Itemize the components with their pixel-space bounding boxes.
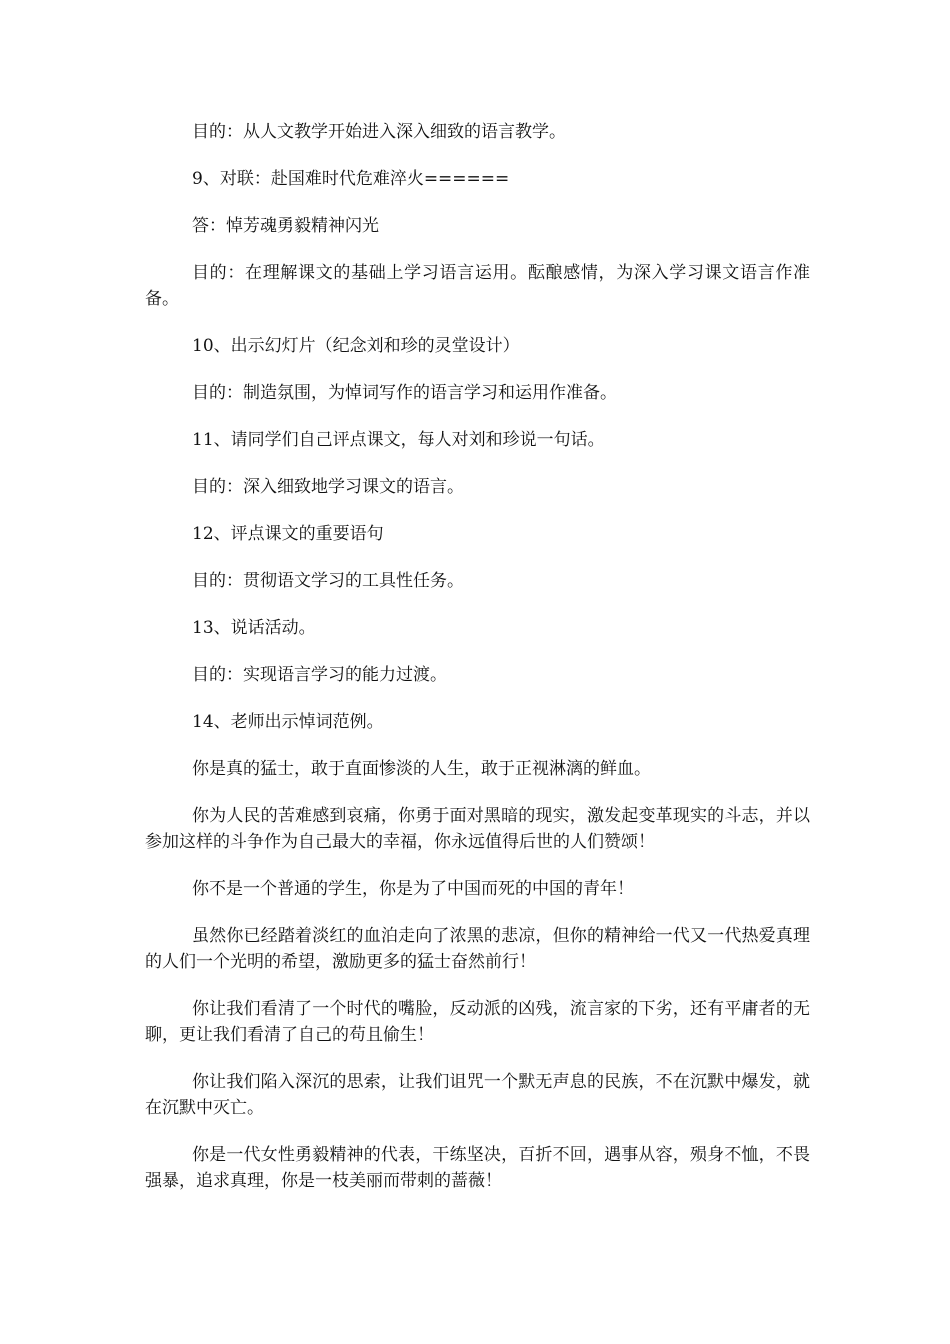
paragraph-purpose-ability: 目的：实现语言学习的能力过渡。 bbox=[192, 665, 447, 685]
paragraph-eulogy-2: 你为人民的苦难感到哀痛，你勇于面对黑暗的现实，激发起变革现实的斗志，并以参加这样的斗争作为自己最大的幸福，你永远值得后世的人们赞颂！ bbox=[145, 806, 810, 852]
paragraph-purpose-tool-task: 目的：贯彻语文学习的工具性任务。 bbox=[192, 571, 464, 591]
paragraph-eulogy-5: 你让我们看清了一个时代的嘴脸，反动派的凶残，流言家的下劣，还有平庸者的无聊，更让我们看清了自己的苟且偷生！ bbox=[145, 999, 810, 1045]
paragraph-eulogy-3: 你不是一个普通的学生，你是为了中国而死的中国的青年！ bbox=[192, 879, 634, 899]
paragraph-purpose-study-language: 目的：深入细致地学习课文的语言。 bbox=[192, 477, 464, 497]
paragraph-purpose-humanities: 目的：从人文教学开始进入深入细致的语言教学。 bbox=[192, 122, 566, 142]
paragraph-purpose-language-use: 目的：在理解课文的基础上学习语言运用。酝酿感情，为深入学习课文语言作准备。 bbox=[145, 263, 810, 309]
paragraph-item-11-comment: 11、请同学们自己评点课文，每人对刘和珍说一句话。 bbox=[192, 430, 605, 450]
paragraph-purpose-atmosphere: 目的：制造氛围，为悼词写作的语言学习和运用作准备。 bbox=[192, 383, 617, 403]
paragraph-item-14-eulogy: 14、老师出示悼词范例。 bbox=[192, 712, 384, 732]
paragraph-eulogy-4: 虽然你已经踏着淡红的血泊走向了浓黑的悲凉，但你的精神给一代又一代热爱真理的人们一个光明的希望，激励更多的猛士奋然前行！ bbox=[145, 926, 810, 972]
paragraph-eulogy-7: 你是一代女性勇毅精神的代表，干练坚决，百折不回，遇事从容，殒身不恤，不畏强暴，追求真理，你是一枝美丽而带刺的蔷薇！ bbox=[145, 1145, 810, 1191]
paragraph-couplet-answer: 答：悼芳魂勇毅精神闪光 bbox=[192, 216, 379, 236]
paragraph-eulogy-1: 你是真的猛士，敢于直面惨淡的人生，敢于正视淋漓的鲜血。 bbox=[192, 759, 651, 779]
paragraph-item-9-couplet: 9、对联：赴国难时代危难淬火====== bbox=[192, 169, 510, 189]
document-body bbox=[145, 119, 810, 1215]
paragraph-item-13-speaking: 13、说话活动。 bbox=[192, 618, 316, 638]
paragraph-eulogy-6: 你让我们陷入深沉的思索，让我们诅咒一个默无声息的民族，不在沉默中爆发，就在沉默中灭亡。 bbox=[145, 1072, 810, 1118]
paragraph-item-12-key-sentences: 12、评点课文的重要语句 bbox=[192, 524, 384, 544]
paragraph-item-10-slides: 10、出示幻灯片（纪念刘和珍的灵堂设计） bbox=[192, 336, 520, 356]
